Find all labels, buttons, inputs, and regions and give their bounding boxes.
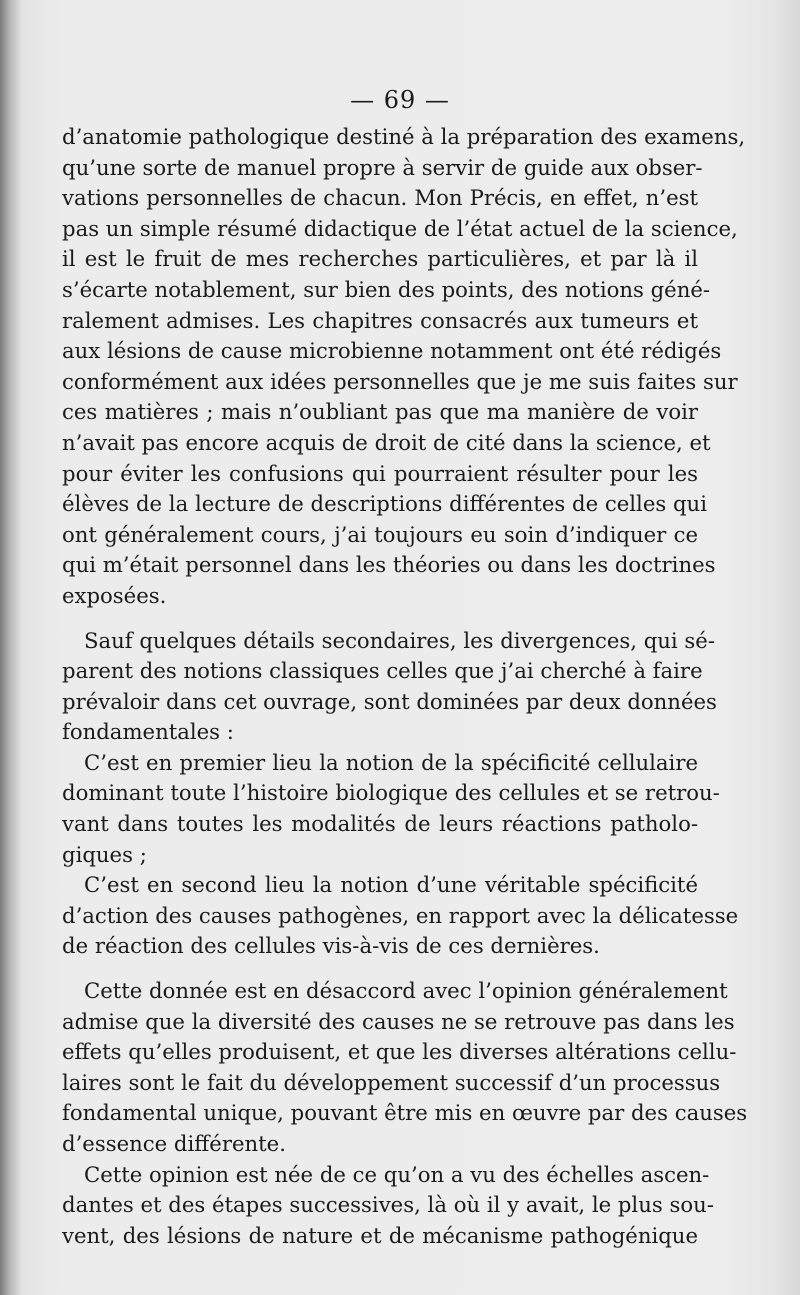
paragraph-5 [62, 976, 748, 1160]
text-line: prévaloir dans cet ouvrage, sont dominées par deux données [62, 688, 717, 714]
text-line: Cette donnée est en désaccord avec l’opinion généralement [84, 978, 728, 1004]
text-line: ont généralement cours, j’ai toujours eu soin d’indiquer ce [62, 521, 698, 547]
text-line: conformément aux idées personnelles que je me suis faites sur [62, 368, 738, 394]
text-line: giques ; [62, 841, 147, 867]
paragraph-2 [62, 626, 717, 748]
text-line: qui m’était personnel dans les théories ou dans les doctrines [62, 552, 716, 578]
body-text [62, 122, 748, 1251]
text-line: C’est en premier lieu la notion de la spécificité cellulaire [84, 749, 698, 775]
paragraph-3 [62, 748, 720, 870]
text-line: d’action des causes pathogènes, en rapport avec la délicatesse [62, 902, 739, 928]
paragraph-1 [62, 122, 746, 612]
text-line: vations personnelles de chacun. Mon Précis, en effet, n’est [62, 185, 698, 211]
text-line: s’écarte notablement, sur bien des points, des notions géné- [62, 276, 711, 302]
text-line: fondamentales : [62, 719, 234, 745]
text-line: aux lésions de cause microbienne notamment ont été rédigés [62, 338, 722, 364]
page-number: — 69 — [350, 86, 450, 114]
text-line: laires sont le fait du développement successif d’un processus [62, 1069, 721, 1095]
text-line: ralement admises. Les chapitres consacrés aux tumeurs et [62, 307, 698, 333]
text-line: ces matières ; mais n’oubliant pas que ma manière de voir [62, 399, 698, 425]
text-line: dominant toute l’histoire biologique des cellules et se retrou- [62, 780, 720, 806]
text-line: d’anatomie pathologique destiné à la préparation des examens, [62, 124, 746, 149]
text-line: fondamental unique, pouvant être mis en œuvre par des causes [62, 1100, 748, 1126]
text-line: exposées. [62, 582, 167, 608]
text-line: admise que la diversité des causes ne se retrouve pas dans les [62, 1008, 735, 1034]
paragraph-4 [62, 870, 739, 962]
text-line: Sauf quelques détails secondaires, les divergences, qui sé- [84, 627, 716, 653]
text-line: dantes et des étapes successives, là où il y avait, le plus sou- [62, 1192, 714, 1218]
text-line: d’essence différente. [62, 1131, 286, 1156]
text-line: Cette opinion est née de ce qu’on a vu des échelles ascen- [84, 1161, 710, 1187]
text-line: il est le fruit de mes recherches particulières, et par là il [62, 246, 698, 272]
text-line: pas un simple résumé didactique de l’état actuel de la science, [62, 215, 738, 241]
text-line: vent, des lésions de nature et de mécanisme pathogénique [62, 1222, 698, 1248]
text-line: effets qu’elles produisent, et que les diverses altérations cellu- [62, 1039, 737, 1065]
text-line: de réaction des cellules vis-à-vis de ces dernières. [62, 933, 600, 959]
text-line: élèves de la lecture de descriptions différentes de celles qui [62, 491, 707, 517]
paragraph-6 [62, 1160, 714, 1252]
text-line: pour éviter les confusions qui pourraient résulter pour les [62, 460, 698, 486]
text-line: parent des notions classiques celles que j’ai cherché à faire [62, 658, 703, 684]
text-line: qu’une sorte de manuel propre à servir de guide aux obser- [62, 154, 703, 180]
text-line: vant dans toutes les modalités de leurs réactions patholo- [62, 811, 698, 837]
text-line: C’est en second lieu la notion d’une véritable spécificité [84, 872, 698, 898]
text-line: n’avait pas encore acquis de droit de cité dans la science, et [62, 429, 711, 455]
